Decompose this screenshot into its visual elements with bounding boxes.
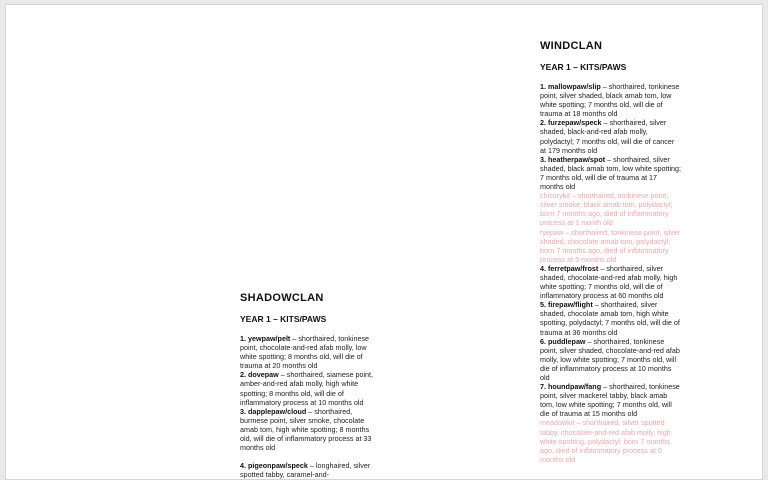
cat-name: 4. ferretpaw/frost xyxy=(540,263,599,273)
shadowclan-subheading: YEAR 1 – KITS/PAWS xyxy=(240,314,327,324)
cat-entry xyxy=(540,118,682,154)
cat-name: 2. dovepaw xyxy=(240,370,279,380)
cat-name: 1. mallowpaw/slip xyxy=(540,82,601,91)
cat-entry xyxy=(540,337,682,382)
cat-entry xyxy=(540,264,682,300)
windclan-subheading: YEAR 1 – KITS/PAWS xyxy=(540,62,627,72)
cat-description: – shorthaired, silver shaded, black-and-red afab molly, polydactyl; 7 months old, will die of cancer at 179 months old xyxy=(540,118,675,155)
cat-description: – shorthaired, siamese point, amber-and-red afab molly, high white spotting; 8 months old, will die of inflammatory process at 10 months old xyxy=(240,370,374,407)
cat-description: – shorthaired, silver shaded, black amab tom, low white spotting; 7 months old, will die of trauma at 17 months old xyxy=(540,154,682,192)
cat-description: – shorthaired, silver shaded, chocolate-and-red afab molly, high white spotting; 7 months old, will die of inflammatory process at 60 months old xyxy=(540,263,678,301)
cat-name: 5. firepaw/flight xyxy=(540,300,593,310)
cat-entry xyxy=(240,407,382,452)
cat-name: 3. dapplepaw/cloud xyxy=(240,406,307,416)
cat-description: – shorthaired, burmese point, silver smoke, chocolate amab tom, high white spotting; 8 months old, will die of inflammatory process at 33 months old xyxy=(240,406,372,453)
cat-description: – shorthaired, tonkinese point, silver mackerel tabby, black amab tom, low white spotting; 7 months old, will die of trauma at 15 months old xyxy=(540,382,680,419)
shadowclan-entries xyxy=(240,334,382,479)
cat-description: – shorthaired, tonkinese point, chocolate-and-red afab molly, low white spotting; 8 months old, will die of trauma at 20 months old xyxy=(240,334,370,371)
cat-entry xyxy=(240,334,382,370)
deceased-cat-entry: ryepaw – shorthaired, tonkinese point, silver shaded, chocolate amab tom, polydactyl; born 7 months ago, died of inflammatory process at 5 months old xyxy=(540,227,681,264)
windclan-section xyxy=(540,40,682,464)
deceased-cat-entry: chicorykit – shorthaired, tonkinese point, silver smoke, black amab tom, polydactyl; born 7 months ago, died of inflammatory process at 1 month old xyxy=(540,191,673,228)
cat-name: 3. heatherpaw/spot xyxy=(540,154,606,164)
shadowclan-heading: SHADOWCLAN xyxy=(240,292,324,304)
windclan-entries xyxy=(540,82,682,464)
cat-description: – shorthaired, tonkinese point, silver shaded, black amab tom, low white spotting; 7 months old, will die of trauma at 18 months old xyxy=(540,82,680,119)
cat-entry xyxy=(540,300,682,336)
cat-name: 4. pigeonpaw/speck xyxy=(240,461,308,471)
document-page xyxy=(5,4,763,480)
cat-name: 7. houndpaw/fang xyxy=(540,382,602,392)
cat-description: – longhaired, silver spotted tabby, caramel-and- xyxy=(240,461,371,480)
cat-name: 6. puddlepaw xyxy=(540,336,586,346)
cat-entry xyxy=(540,382,682,418)
cat-entry xyxy=(540,82,682,118)
windclan-heading: WINDCLAN xyxy=(540,40,603,52)
cat-entry xyxy=(540,155,682,191)
cat-entry xyxy=(240,370,382,406)
deceased-cat-entry: meadowkit – shorthaired, silver spotted tabby, chocolate-and-red afab molly, high white spotting, polydactyl; born 7 months ago, died of inflammatory process at 0 months old xyxy=(540,418,671,464)
cat-name: 1. yewpaw/pelt xyxy=(240,334,291,343)
cat-description: – shorthaired, tonkinese point, silver shaded, chocolate-and-red afab molly, low white spotting; 7 months old, will die of inflammatory process at 10 months old xyxy=(540,336,680,382)
shadowclan-section xyxy=(240,292,382,479)
cat-entry xyxy=(240,461,382,479)
cat-description: – shorthaired, silver shaded, chocolate amab tom, high white spotting, polydactyl; 7 months old, will die of trauma at 36 months old xyxy=(540,300,680,337)
cat-name: 2. furzepaw/speck xyxy=(540,118,602,128)
